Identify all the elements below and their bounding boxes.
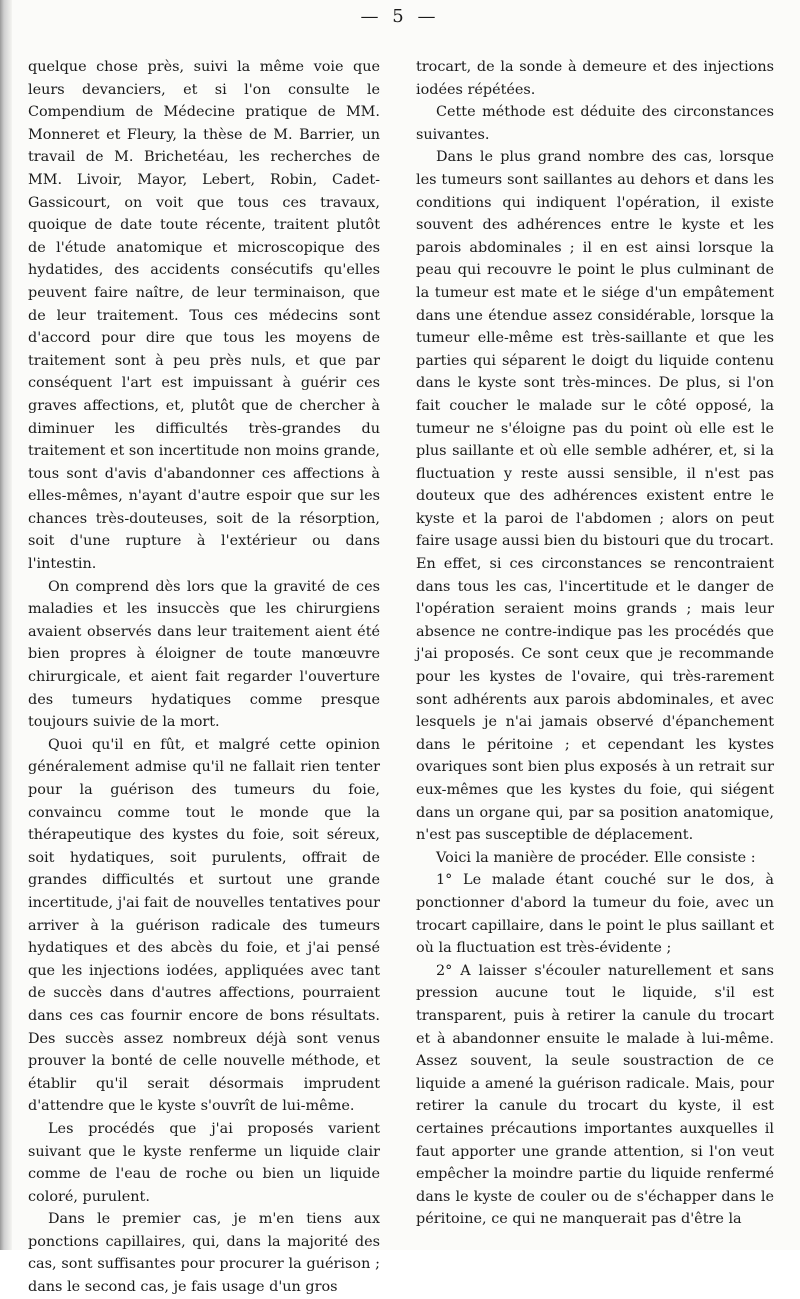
paragraph: Cette méthode est déduite des circonstances suivantes.: [416, 104, 774, 143]
left-column: [28, 56, 380, 1299]
paragraph: On comprend dès lors que la gravité de ces maladies et les insuccès que les chirurgiens avaient observés dans leur traitement aient été bien propres à éloigner de toute manœuvre chirurgicale, et aient fait regarder l'ouverture des tumeurs hydatiques comme presque toujours suivie de la mort.: [28, 578, 380, 731]
paragraph: quelque chose près, suivi la même voie que leurs devanciers, et si l'on consulte le Compendium de Médecine pratique de MM. Monneret et Fleury, la thèse de M. Barrier, un travail de M. Brichetéau, les recherches de MM. Livoir, Mayor, Lebert, Robin, Cadet-Gassicourt, on voit que tous ces travaux, quoique de date toute récente, traitent plutôt de l'étude anatomique et microscopique des hydatides, des accidents consécutifs qu'elles peuvent faire naître, de leur terminaison, que de leur traitement. Tous ces médecins sont d'accord pour dire que tous les moyens de traitement sont à peu près nuls, et que par conséquent l'art est impuissant à guérir ces graves affections, et, plutôt que de chercher à diminuer les difficultés très-grandes du traitement et son incertitude non moins grande, tous sont d'avis d'abandonner ces affections à elles-mêmes, n'ayant d'autre espoir que sur les chances très-douteuses, soit de la résorption, soit d'une rupture à l'extérieur ou dans l'intestin.: [28, 59, 380, 573]
page-number: — 5 —: [360, 6, 440, 27]
paragraph: Voici la manière de procéder. Elle consiste :: [436, 849, 756, 866]
paragraph: trocart, de la sonde à demeure et des injections iodées répétées.: [416, 59, 774, 98]
procedure-step-1: 1° Le malade étant couché sur le dos, à ponctionner d'abord la tumeur du foie, avec un trocart capillaire, dans le point le plus saillant et où la fluctuation est très-évidente ;: [416, 872, 774, 957]
binding-edge: [0, 0, 12, 1250]
paragraph: Les procédés que j'ai proposés varient suivant que le kyste renferme un liquide clair comme de l'eau de roche ou bien un liquide coloré, purulent.: [28, 1120, 380, 1205]
procedure-step-2: 2° A laisser s'écouler naturellement et sans pression aucune tout le liquide, s'il est transparent, puis à retirer la canule du trocart et à abandonner ensuite le malade à lui-même. Assez souvent, la seule soustraction de ce liquide a amené la guérison radicale. Mais, pour retirer la canule du trocart du kyste, il est certaines précautions importantes auxquelles il faut apporter une grande attention, si l'on veut empêcher la moindre partie du liquide renfermé dans le kyste de couler ou de s'échapper dans le péritoine, ce qui ne manquerait pas d'être la: [416, 962, 774, 1228]
paragraph: Dans le plus grand nombre des cas, lorsque les tumeurs sont saillantes au dehors et dans les conditions qui indiquent l'opération, il existe souvent des adhérences entre le kyste et les parois abdominales ; il en est ainsi lorsque la peau qui recouvre le point le plus culminant de la tumeur est mate et le siége d'un empâtement dans une étendue assez considérable, lorsque la tumeur elle-même est très-saillante et que les parties qui séparent le doigt du liquide contenu dans le kyste sont très-minces. De plus, si l'on fait coucher le malade sur le côté opposé, la tumeur ne s'éloigne pas du point où elle est le plus saillante et où elle semble adhérer, et, si la fluctuation y reste aussi sensible, il n'est pas douteux que des adhérences existent entre le kyste et la paroi de l'abdomen ; alors on peut faire usage aussi bien du bistouri que du trocart. En effet, si ces circonstances se rencontraient dans tous les cas, l'incertitude et le danger de l'opération seraient moins grands ; mais leur absence ne contre-indique pas les procédés que j'ai proposés. Ce sont ceux que je recommande pour les kystes de l'ovaire, qui très-rarement sont adhérents aux parois abdominales, et avec lesquels je n'ai jamais observé d'épanchement dans le péritoine ; et cependant les kystes ovariques sont bien plus exposés à un retrait sur eux-mêmes que les kystes du foie, qui siégent dans un organe qui, par sa position anatomique, n'est pas susceptible de déplacement.: [416, 149, 774, 844]
paragraph: Quoi qu'il en fût, et malgré cette opinion généralement admise qu'il ne fallait rien tenter pour la guérison des tumeurs du foie, convaincu comme tout le monde que la thérapeutique des kystes du foie, soit séreux, soit hydatiques, soit purulents, offrait de grandes difficultés et surtout une grande incertitude, j'ai fait de nouvelles tentatives pour arriver à la guérison radicale des tumeurs hydatiques et des abcès du foie, et j'ai pensé que les injections iodées, appliquées avec tant de succès dans d'autres affections, pourraient dans ces cas fournir encore de bons résultats. Des succès assez nombreux déjà sont venus prouver la bonté de celle nouvelle méthode, et établir qu'il serait désormais imprudent d'attendre que le kyste s'ouvrît de lui-même.: [28, 736, 380, 1115]
paragraph: Dans le premier cas, je m'en tiens aux ponctions capillaires, qui, dans la majorité des cas, sont suffisantes pour procurer la guérison ; dans le second cas, je fais usage d'un gros: [28, 1211, 380, 1296]
right-column: [416, 56, 774, 1231]
